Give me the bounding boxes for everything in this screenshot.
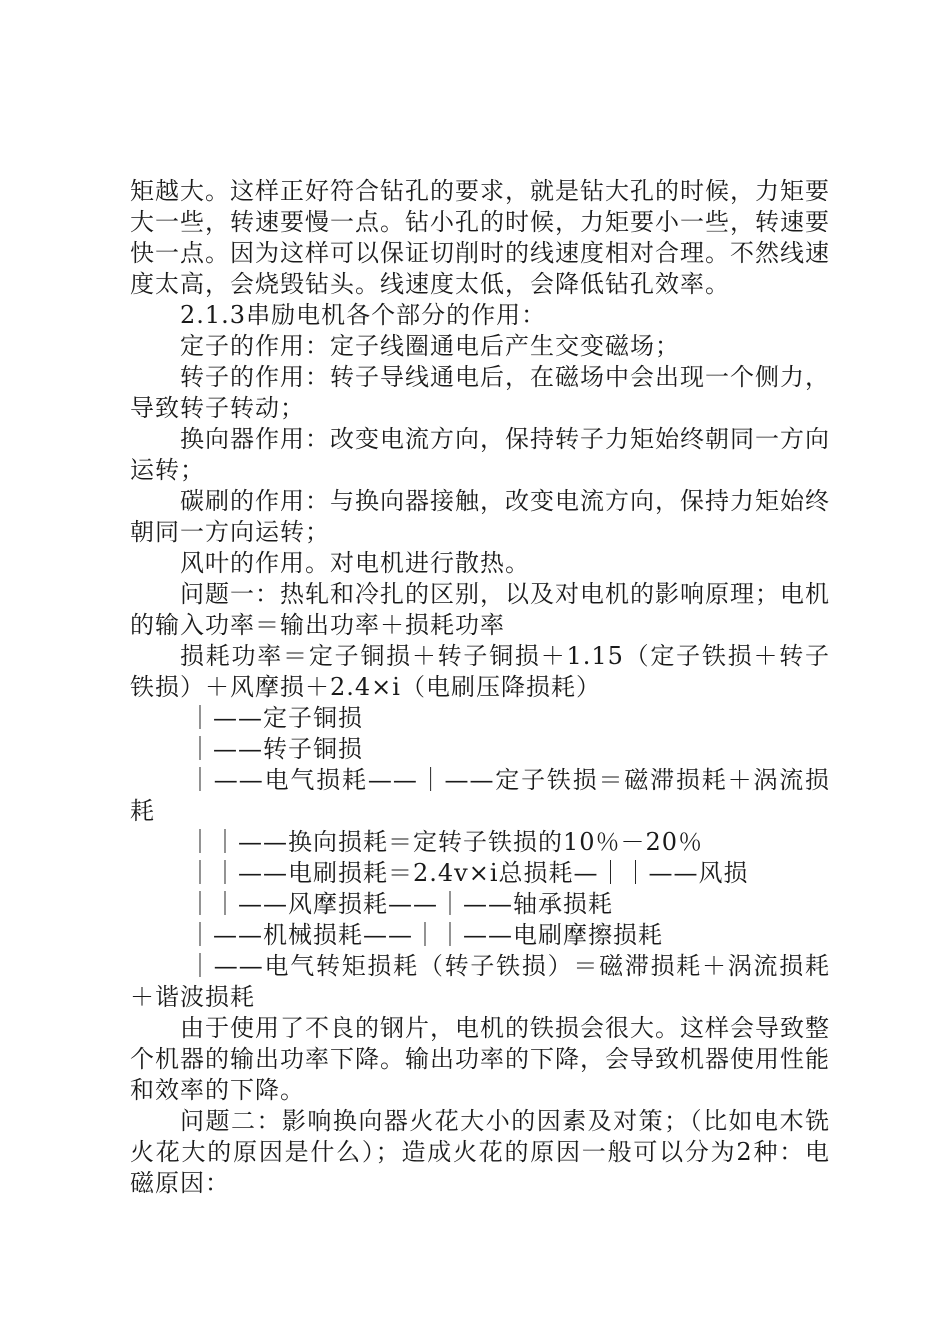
loss-tree-line: ｜｜——电刷损耗＝2.4v×i总损耗—｜｜——风损 (188, 859, 749, 887)
paragraph-torque-intro: 矩越大。这样正好符合钻孔的要求，就是钻大孔的时候，力矩要大一些，转速要慢一点。钻小孔的时候，力矩要小一些，转速要快一点。因为这样可以保证切削时的线速度相对合理。不然线速度太高，会烧毁钻头。线速度太低，会降低钻孔效率。 (130, 177, 830, 298)
paragraph-fan-role: 风叶的作用。对电机进行散热。 (180, 549, 530, 577)
loss-tree-line: ｜——定子铜损 (188, 704, 363, 732)
loss-tree-line: ｜｜——换向损耗＝定转子铁损的10％－20％ (188, 828, 704, 856)
paragraph-rotor-role: 转子的作用：转子导线通电后，在磁场中会出现一个侧力，导致转子转动； (130, 363, 830, 422)
loss-tree-line: ｜｜——风摩损耗——｜——轴承损耗 (188, 890, 613, 918)
paragraph-commutator-role: 换向器作用：改变电流方向，保持转子力矩始终朝同一方向运转； (130, 425, 830, 484)
paragraph-loss-formula: 损耗功率＝定子铜损＋转子铜损＋1.15（定子铁损＋转子铁损）＋风摩损＋2.4×i（电刷压降损耗） (130, 642, 830, 701)
loss-tree-line: ｜——电气转矩损耗（转子铁损）＝磁滞损耗＋涡流损耗＋谐波损耗 (130, 952, 830, 1011)
paragraph-steel-effect: 由于使用了不良的钢片，电机的铁损会很大。这样会导致整个机器的输出功率下降。输出功率的下降，会导致机器使用性能和效率的下降。 (130, 1014, 830, 1104)
loss-tree-line: ｜——机械损耗——｜｜——电刷摩擦损耗 (188, 921, 663, 949)
document-body (130, 176, 830, 1199)
paragraph-stator-role: 定子的作用：定子线圈通电后产生交变磁场； (180, 332, 680, 360)
section-heading-2-1-3: 2.1.3串励电机各个部分的作用： (180, 301, 547, 329)
loss-tree-line: ｜——电气损耗——｜——定子铁损＝磁滞损耗＋涡流损耗 (130, 766, 830, 825)
paragraph-question-two: 问题二：影响换向器火花大小的因素及对策；（比如电木铣火花大的原因是什么）；造成火花的原因一般可以分为2种：电磁原因： (130, 1107, 830, 1197)
loss-tree-line: ｜——转子铜损 (188, 735, 363, 763)
paragraph-question-one: 问题一：热轧和冷扎的区别，以及对电机的影响原理；电机的输入功率＝输出功率＋损耗功率 (130, 580, 830, 639)
paragraph-brush-role: 碳刷的作用：与换向器接触，改变电流方向，保持力矩始终朝同一方向运转； (130, 487, 830, 546)
